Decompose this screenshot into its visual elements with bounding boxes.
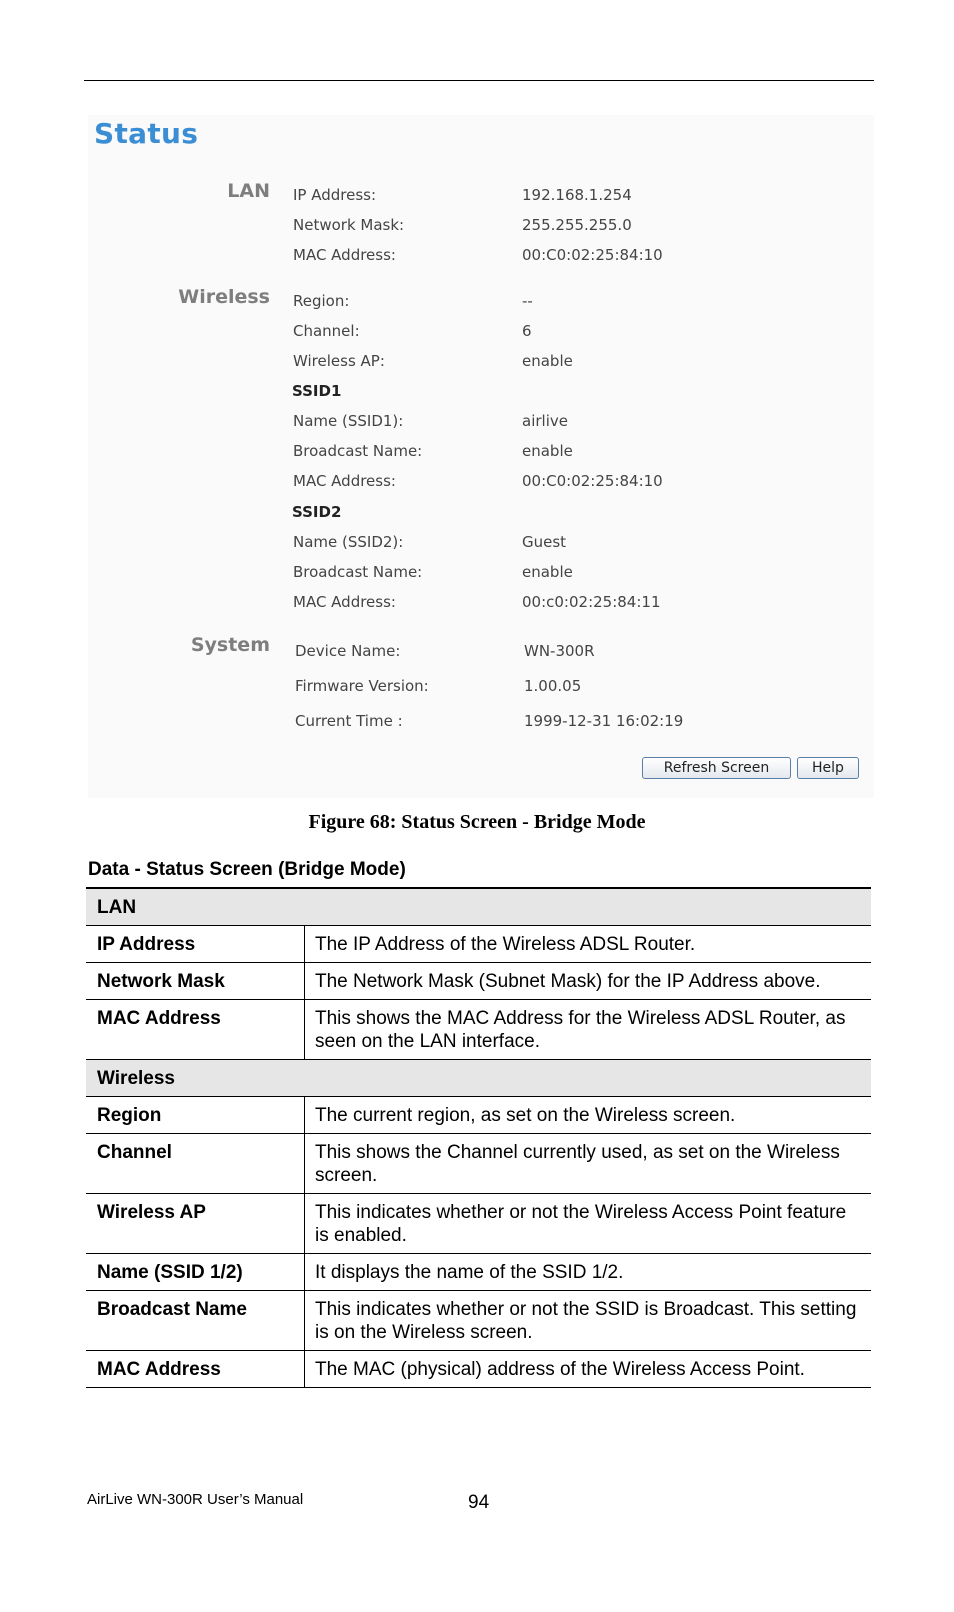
footer-manual-title: AirLive WN-300R User’s Manual — [87, 1491, 304, 1508]
wireless-channel-label: Channel: — [293, 322, 360, 340]
section-wireless-heading: Wireless — [178, 286, 270, 308]
ssid2-heading: SSID2 — [292, 503, 342, 521]
system-time-label: Current Time : — [295, 712, 403, 730]
system-device-value: WN-300R — [524, 642, 595, 660]
table-row — [86, 1194, 871, 1254]
ssid2-name-value: Guest — [522, 533, 567, 551]
section-system-heading: System — [190, 634, 270, 656]
system-firmware-label: Firmware Version: — [295, 677, 429, 695]
lan-mask-value: 255.255.255.0 — [522, 216, 632, 234]
ssid2-broadcast-value: enable — [522, 563, 573, 581]
system-device-label: Device Name: — [295, 642, 401, 660]
table-heading: Data - Status Screen (Bridge Mode) — [88, 859, 406, 880]
table-row — [86, 963, 871, 1000]
status-title: Status — [94, 117, 199, 150]
wireless-channel-value: 6 — [522, 322, 532, 340]
table-row — [86, 1000, 871, 1060]
system-firmware-value: 1.00.05 — [524, 677, 582, 695]
table-row — [86, 1351, 871, 1388]
lan-ip-label: IP Address: — [293, 186, 377, 204]
row-key: IP Address — [86, 926, 305, 963]
ssid2-mac-label: MAC Address: — [293, 593, 396, 611]
figure-caption: Figure 68: Status Screen - Bridge Mode — [308, 811, 646, 833]
row-key: Name (SSID 1/2) — [86, 1254, 305, 1291]
wireless-region-label: Region: — [293, 292, 350, 310]
ssid2-mac-value: 00:c0:02:25:84:11 — [522, 593, 661, 611]
row-key: Region — [86, 1097, 305, 1134]
row-desc: It displays the name of the SSID 1/2. — [305, 1254, 872, 1291]
lan-mac-value: 00:C0:02:25:84:10 — [522, 246, 663, 264]
refresh-screen-button[interactable]: Refresh Screen — [642, 757, 791, 779]
row-key: MAC Address — [86, 1000, 305, 1060]
table-row — [86, 1291, 871, 1351]
row-key: Channel — [86, 1134, 305, 1194]
wireless-region-value: -- — [522, 292, 533, 310]
row-desc: The MAC (physical) address of the Wireless Access Point. — [305, 1351, 872, 1388]
table-row — [86, 1097, 871, 1134]
ssid2-name-label: Name (SSID2): — [293, 533, 404, 551]
ssid1-broadcast-label: Broadcast Name: — [293, 442, 423, 460]
ssid1-mac-label: MAC Address: — [293, 472, 396, 490]
row-desc: This shows the MAC Address for the Wireless ADSL Router, as seen on the LAN interface. — [305, 1000, 872, 1060]
status-data-table — [86, 887, 871, 1388]
wireless-ap-label: Wireless AP: — [293, 352, 385, 370]
wireless-ap-value: enable — [522, 352, 573, 370]
row-desc: This indicates whether or not the SSID is Broadcast. This setting is on the Wireless screen. — [305, 1291, 872, 1351]
row-key: Wireless AP — [86, 1194, 305, 1254]
section-lan-heading: LAN — [227, 180, 270, 202]
table-row — [86, 1254, 871, 1291]
row-desc: The IP Address of the Wireless ADSL Router. — [305, 926, 872, 963]
row-desc: This indicates whether or not the Wireless Access Point feature is enabled. — [305, 1194, 872, 1254]
status-screenshot — [88, 115, 874, 798]
table-row — [86, 1134, 871, 1194]
system-time-value: 1999-12-31 16:02:19 — [524, 712, 684, 730]
help-button[interactable]: Help — [797, 757, 859, 779]
row-key: MAC Address — [86, 1351, 305, 1388]
table-section-wireless: Wireless — [86, 1060, 871, 1097]
row-desc: This shows the Channel currently used, as set on the Wireless screen. — [305, 1134, 872, 1194]
ssid1-name-label: Name (SSID1): — [293, 412, 404, 430]
page-number: 94 — [468, 1492, 490, 1513]
row-desc: The Network Mask (Subnet Mask) for the IP Address above. — [305, 963, 872, 1000]
lan-mac-label: MAC Address: — [293, 246, 396, 264]
header-rule — [84, 80, 874, 81]
ssid2-broadcast-label: Broadcast Name: — [293, 563, 423, 581]
lan-mask-label: Network Mask: — [293, 216, 405, 234]
lan-ip-value: 192.168.1.254 — [522, 186, 632, 204]
row-key: Broadcast Name — [86, 1291, 305, 1351]
ssid1-heading: SSID1 — [292, 382, 342, 400]
ssid1-mac-value: 00:C0:02:25:84:10 — [522, 472, 663, 490]
table-row — [86, 926, 871, 963]
table-section-lan: LAN — [86, 888, 871, 926]
ssid1-broadcast-value: enable — [522, 442, 573, 460]
row-desc: The current region, as set on the Wireless screen. — [305, 1097, 872, 1134]
ssid1-name-value: airlive — [522, 412, 568, 430]
row-key: Network Mask — [86, 963, 305, 1000]
